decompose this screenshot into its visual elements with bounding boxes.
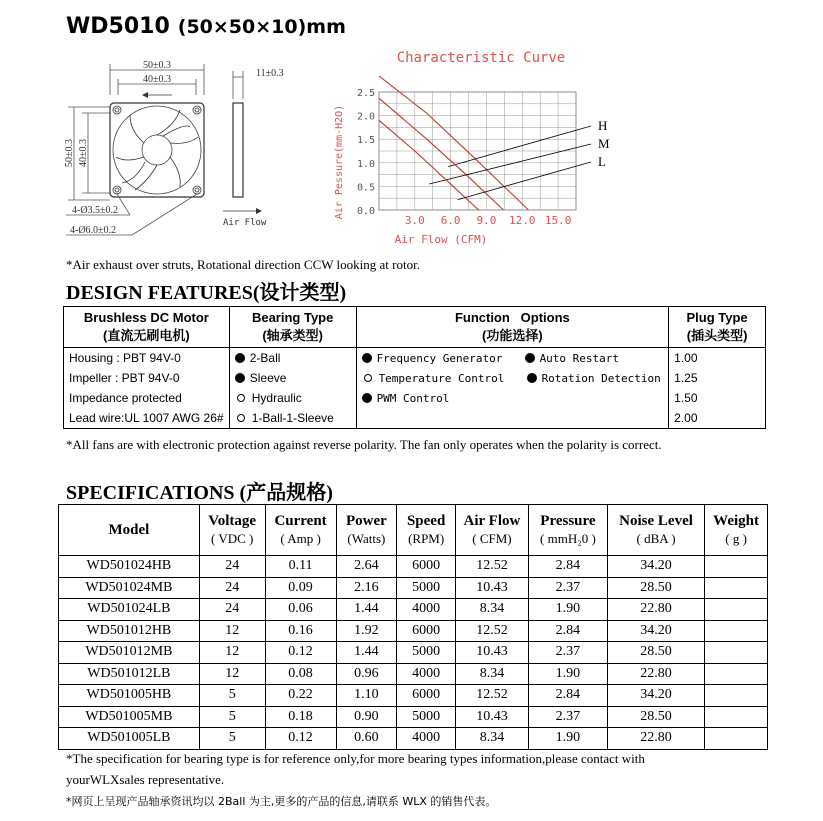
motor-spec: Impedance protected xyxy=(64,388,230,408)
chart-grid xyxy=(379,92,576,210)
feature-row xyxy=(64,388,766,408)
spec-model-cell: WD501012LB xyxy=(59,663,200,685)
filled-bullet-icon xyxy=(525,353,535,363)
width-dimension: 50±0.3 xyxy=(143,60,171,71)
spec-header-row xyxy=(59,505,768,556)
filled-bullet-icon xyxy=(235,353,245,363)
spec-value-cell: 2.84 xyxy=(528,685,607,707)
function-options: PWM Control xyxy=(356,388,669,408)
motor-spec: Lead wire:UL 1007 AWG 26# xyxy=(64,408,230,429)
spec-value-cell: 10.43 xyxy=(456,706,529,728)
header-plug: Plug Type (插头类型) xyxy=(669,307,766,348)
spec-value-cell xyxy=(705,706,768,728)
inner-width-dimension: 40±0.3 xyxy=(143,74,171,85)
spec-value-cell: 2.84 xyxy=(528,556,607,578)
model-size: (50×50×10)mm xyxy=(177,16,346,38)
spec-value-cell: 1.44 xyxy=(336,599,397,621)
spec-value-cell: 10.43 xyxy=(456,577,529,599)
spec-value-cell: 5 xyxy=(199,685,265,707)
spec-value-cell: 28.50 xyxy=(607,577,704,599)
spec-row xyxy=(59,620,768,642)
spec-value-cell: 2.37 xyxy=(528,706,607,728)
bearing-option: Sleeve xyxy=(229,368,356,388)
spec-value-cell xyxy=(705,620,768,642)
spec-value-cell: 34.20 xyxy=(607,556,704,578)
spec-value-cell: 1.92 xyxy=(336,620,397,642)
spec-value-cell: 8.34 xyxy=(456,663,529,685)
empty-bullet-icon xyxy=(237,414,245,422)
spec-value-cell xyxy=(705,577,768,599)
spec-column-header: Current ( Amp ) xyxy=(265,505,336,556)
bearing-note-line1: *The specification for bearing type is for reference only,for more bearing types information,please contact with xyxy=(66,751,645,766)
exhaust-note: *Air exhaust over struts, Rotational direction CCW looking at rotor. xyxy=(66,257,420,272)
feature-row xyxy=(64,368,766,388)
airflow-label: Air Flow xyxy=(223,218,267,228)
spec-row xyxy=(59,599,768,621)
fan-drawing xyxy=(60,55,320,250)
spec-value-cell: 12 xyxy=(199,663,265,685)
spec-row xyxy=(59,577,768,599)
motor-spec: Housing : PBT 94V-0 xyxy=(64,348,230,369)
spec-value-cell: 5 xyxy=(199,706,265,728)
y-tick-label: 2.5 xyxy=(356,88,375,99)
header-bearing: Bearing Type (轴承类型) xyxy=(229,307,356,348)
spec-model-cell: WD501005MB xyxy=(59,706,200,728)
spec-value-cell xyxy=(705,685,768,707)
spec-value-cell: 0.18 xyxy=(265,706,336,728)
spec-row xyxy=(59,642,768,664)
spec-column-header: Speed (RPM) xyxy=(397,505,456,556)
x-tick-label: 3.0 xyxy=(404,214,425,227)
plug-option: 1.00 xyxy=(669,348,766,369)
series-label-M: M xyxy=(598,136,610,151)
specifications-table xyxy=(58,504,768,750)
spec-value-cell: 6000 xyxy=(397,685,456,707)
spec-value-cell: 4000 xyxy=(397,663,456,685)
x-tick-label: 12.0 xyxy=(509,214,536,227)
spec-value-cell: 6000 xyxy=(397,556,456,578)
spec-column-header: Voltage ( VDC ) xyxy=(199,505,265,556)
specifications-heading: SPECIFICATIONS (产品规格) xyxy=(66,482,333,504)
spec-value-cell: 0.09 xyxy=(265,577,336,599)
plug-option: 1.50 xyxy=(669,388,766,408)
spec-value-cell: 0.11 xyxy=(265,556,336,578)
spec-value-cell: 0.22 xyxy=(265,685,336,707)
spec-model-cell: WD501024HB xyxy=(59,556,200,578)
design-features-heading: DESIGN FEATURES(设计类型) xyxy=(66,282,347,304)
spec-value-cell: 5000 xyxy=(397,577,456,599)
chart-x-label: Air Flow (CFM) xyxy=(394,233,488,246)
spec-value-cell: 6000 xyxy=(397,620,456,642)
spec-column-header: Air Flow ( CFM) xyxy=(456,505,529,556)
spec-value-cell: 1.90 xyxy=(528,599,607,621)
motor-spec: Impeller : PBT 94V-0 xyxy=(64,368,230,388)
spec-value-cell: 0.16 xyxy=(265,620,336,642)
bearing-note-line2: yourWLXsales representative. xyxy=(66,772,225,787)
design-features-header-row xyxy=(64,307,766,348)
header-function: Function Options (功能选择) xyxy=(356,307,669,348)
empty-bullet-icon xyxy=(364,374,372,382)
spec-value-cell: 22.80 xyxy=(607,599,704,621)
spec-model-cell: WD501024MB xyxy=(59,577,200,599)
spec-model-cell: WD501024LB xyxy=(59,599,200,621)
plug-option: 2.00 xyxy=(669,408,766,429)
spec-value-cell: 2.37 xyxy=(528,642,607,664)
spec-column-header: Model xyxy=(59,505,200,556)
feature-row xyxy=(64,408,766,429)
spec-value-cell: 1.44 xyxy=(336,642,397,664)
spec-row xyxy=(59,706,768,728)
spec-value-cell: 22.80 xyxy=(607,728,704,750)
spec-value-cell: 5000 xyxy=(397,642,456,664)
empty-bullet-icon xyxy=(237,394,245,402)
spec-value-cell xyxy=(705,642,768,664)
spec-value-cell xyxy=(705,663,768,685)
series-line-L xyxy=(379,120,479,210)
design-features-table xyxy=(63,306,766,429)
spec-value-cell: 12.52 xyxy=(456,620,529,642)
spec-model-cell: WD501005HB xyxy=(59,685,200,707)
spec-value-cell: 24 xyxy=(199,577,265,599)
chart-series xyxy=(379,76,610,210)
spec-value-cell: 10.43 xyxy=(456,642,529,664)
hole-dimension-2: 4-Ø6.0±0.2 xyxy=(70,225,117,236)
spec-value-cell: 24 xyxy=(199,556,265,578)
spec-value-cell: 5000 xyxy=(397,706,456,728)
spec-value-cell: 22.80 xyxy=(607,663,704,685)
inner-height-dimension: 40±0.3 xyxy=(78,139,89,167)
spec-value-cell: 1.10 xyxy=(336,685,397,707)
function-options: Temperature Control Rotation Detection xyxy=(356,368,669,388)
bearing-note-cn: *网页上呈现产品轴承资讯均以 2Ball 为主,更多的产品的信息,请联系 WLX 的销售代表。 xyxy=(66,795,497,808)
spec-value-cell: 8.34 xyxy=(456,728,529,750)
filled-bullet-icon xyxy=(362,393,372,403)
spec-value-cell: 2.64 xyxy=(336,556,397,578)
spec-value-cell: 5 xyxy=(199,728,265,750)
series-leader-H xyxy=(448,126,591,167)
spec-value-cell: 34.20 xyxy=(607,620,704,642)
hole-dimension-1: 4-Ø3.5±0.2 xyxy=(72,205,119,216)
spec-row xyxy=(59,728,768,750)
series-label-H: H xyxy=(598,118,608,133)
series-line-M xyxy=(379,98,504,210)
spec-model-cell: WD501005LB xyxy=(59,728,200,750)
spec-value-cell: 1.90 xyxy=(528,663,607,685)
spec-column-header: Power (Watts) xyxy=(336,505,397,556)
y-tick-label: 1.5 xyxy=(356,135,375,147)
spec-value-cell: 0.08 xyxy=(265,663,336,685)
chart-ticks xyxy=(357,88,571,227)
filled-bullet-icon xyxy=(362,353,372,363)
spec-row xyxy=(59,556,768,578)
feature-row xyxy=(64,348,766,369)
spec-model-cell: WD501012HB xyxy=(59,620,200,642)
x-tick-label: 15.0 xyxy=(544,214,572,227)
height-dimension: 50±0.3 xyxy=(64,139,75,167)
spec-value-cell: 1.90 xyxy=(528,728,607,750)
spec-value-cell: 0.90 xyxy=(336,706,397,728)
spec-column-header: Pressure ( mmH₂0 ) xyxy=(528,505,607,556)
series-leader-L xyxy=(458,162,591,200)
page-title xyxy=(66,14,346,39)
spec-row xyxy=(59,685,768,707)
x-tick-label: 6.0 xyxy=(440,214,461,227)
spec-body xyxy=(59,556,768,750)
filled-bullet-icon xyxy=(527,373,537,383)
bearing-option: 2-Ball xyxy=(229,348,356,369)
bearing-option: 1-Ball-1-Sleeve xyxy=(229,408,356,429)
spec-value-cell: 2.84 xyxy=(528,620,607,642)
chart-title: Characteristic Curve xyxy=(396,50,566,66)
spec-value-cell: 0.96 xyxy=(336,663,397,685)
spec-value-cell: 0.12 xyxy=(265,728,336,750)
spec-value-cell: 12 xyxy=(199,642,265,664)
spec-value-cell: 12.52 xyxy=(456,685,529,707)
spec-model-cell: WD501012MB xyxy=(59,642,200,664)
function-options xyxy=(356,408,669,429)
spec-value-cell xyxy=(705,556,768,578)
series-line-H xyxy=(379,76,528,210)
spec-value-cell: 12.52 xyxy=(456,556,529,578)
spec-value-cell: 0.60 xyxy=(336,728,397,750)
spec-value-cell: 28.50 xyxy=(607,642,704,664)
spec-column-header: Weight ( g ) xyxy=(705,505,768,556)
series-label-L: L xyxy=(598,154,606,169)
spec-value-cell xyxy=(705,599,768,621)
function-options: Frequency Generator Auto Restart xyxy=(356,348,669,369)
filled-bullet-icon xyxy=(235,373,245,383)
y-tick-label: 1.0 xyxy=(356,158,375,170)
model-name: WD5010 xyxy=(66,14,170,39)
spec-value-cell: 4000 xyxy=(397,728,456,750)
bearing-option: Hydraulic xyxy=(229,388,356,408)
y-tick-label: 0.0 xyxy=(356,206,375,217)
chart-y-label: Air Pessure(mm-H2O) xyxy=(334,104,345,220)
spec-value-cell: 2.37 xyxy=(528,577,607,599)
spec-value-cell: 28.50 xyxy=(607,706,704,728)
characteristic-curve-chart xyxy=(326,42,626,252)
x-tick-label: 9.0 xyxy=(476,214,497,227)
y-tick-label: 2.0 xyxy=(356,111,375,123)
plug-option: 1.25 xyxy=(669,368,766,388)
spec-value-cell: 4000 xyxy=(397,599,456,621)
thickness-dimension: 11±0.3 xyxy=(256,68,284,79)
spec-value-cell: 2.16 xyxy=(336,577,397,599)
spec-value-cell: 0.06 xyxy=(265,599,336,621)
spec-value-cell: 0.12 xyxy=(265,642,336,664)
spec-value-cell: 24 xyxy=(199,599,265,621)
spec-value-cell: 34.20 xyxy=(607,685,704,707)
spec-value-cell: 8.34 xyxy=(456,599,529,621)
polarity-note: *All fans are with electronic protection against reverse polarity. The fan only operates when the polarity is correct. xyxy=(66,437,662,452)
spec-value-cell xyxy=(705,728,768,750)
y-tick-label: 0.5 xyxy=(356,182,375,194)
spec-column-header: Noise Level ( dBA ) xyxy=(607,505,704,556)
spec-value-cell: 12 xyxy=(199,620,265,642)
header-motor: Brushless DC Motor (直流无刷电机) xyxy=(64,307,230,348)
spec-row xyxy=(59,663,768,685)
